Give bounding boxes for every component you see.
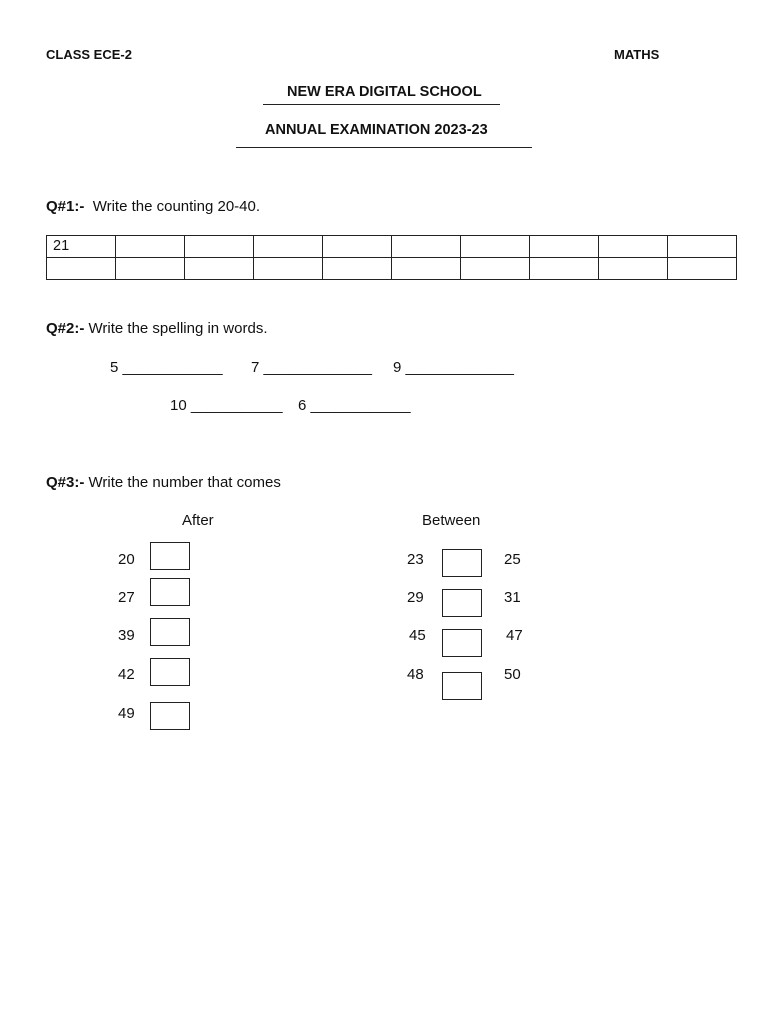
grid-cell[interactable] — [461, 258, 530, 280]
question-1 — [46, 198, 260, 215]
question-2 — [46, 320, 267, 337]
grid-cell[interactable] — [668, 258, 737, 280]
answer-box[interactable] — [150, 618, 190, 646]
between-left-number: 45 — [409, 627, 426, 644]
between-right-number: 47 — [506, 627, 523, 644]
exam-title-underline — [236, 147, 532, 148]
spelling-item — [170, 397, 283, 414]
question-3-label: Q#3:- — [46, 474, 85, 491]
grid-cell[interactable] — [254, 236, 323, 258]
after-number: 49 — [118, 705, 135, 722]
between-right-number: 50 — [504, 666, 521, 683]
question-2-label: Q#2:- — [46, 320, 85, 337]
spelling-number: 10 — [170, 397, 187, 414]
grid-cell[interactable] — [323, 236, 392, 258]
grid-cell[interactable] — [530, 258, 599, 280]
question-1-text: Write the counting 20-40. — [92, 198, 261, 215]
spelling-number: 7 — [251, 359, 260, 376]
grid-cell[interactable] — [392, 258, 461, 280]
grid-cell[interactable] — [47, 258, 116, 280]
answer-box[interactable] — [150, 578, 190, 606]
spelling-number: 5 — [110, 359, 119, 376]
spelling-item — [298, 397, 411, 414]
counting-grid — [46, 235, 737, 280]
answer-box[interactable] — [150, 702, 190, 730]
after-number: 39 — [118, 627, 135, 644]
spelling-item — [251, 359, 372, 376]
spelling-blank[interactable]: _____________ — [263, 359, 372, 376]
exam-title: ANNUAL EXAMINATION 2023-23 — [265, 122, 488, 138]
spelling-number: 9 — [393, 359, 402, 376]
between-left-number: 23 — [407, 551, 424, 568]
school-name: NEW ERA DIGITAL SCHOOL — [287, 84, 482, 100]
grid-cell[interactable] — [116, 236, 185, 258]
after-number: 20 — [118, 551, 135, 568]
question-3 — [46, 474, 281, 491]
grid-cell[interactable] — [599, 236, 668, 258]
between-heading: Between — [422, 512, 481, 529]
answer-box[interactable] — [442, 629, 482, 657]
question-2-text: Write the spelling in words. — [88, 320, 268, 337]
answer-box[interactable] — [442, 589, 482, 617]
between-right-number: 31 — [504, 589, 521, 606]
class-label: CLASS ECE-2 — [46, 47, 132, 62]
grid-cell[interactable] — [185, 258, 254, 280]
grid-cell[interactable] — [461, 236, 530, 258]
between-left-number: 29 — [407, 589, 424, 606]
answer-box[interactable] — [442, 672, 482, 700]
grid-cell[interactable] — [185, 236, 254, 258]
grid-cell[interactable] — [392, 236, 461, 258]
answer-box[interactable] — [150, 658, 190, 686]
after-number: 27 — [118, 589, 135, 606]
grid-cell[interactable] — [254, 258, 323, 280]
grid-cell[interactable] — [323, 258, 392, 280]
after-number: 42 — [118, 666, 135, 683]
spelling-number: 6 — [298, 397, 307, 414]
spelling-blank[interactable]: ____________ — [122, 359, 223, 376]
after-heading: After — [182, 512, 214, 529]
between-right-number: 25 — [504, 551, 521, 568]
grid-cell[interactable] — [116, 258, 185, 280]
subject-label: MATHS — [614, 47, 660, 62]
grid-cell[interactable] — [599, 258, 668, 280]
grid-cell[interactable]: 21 — [47, 236, 116, 258]
answer-box[interactable] — [150, 542, 190, 570]
spelling-item — [393, 359, 514, 376]
spelling-blank[interactable]: ___________ — [190, 397, 283, 414]
table-row — [47, 258, 737, 280]
school-name-underline — [263, 104, 500, 105]
grid-cell[interactable] — [668, 236, 737, 258]
answer-box[interactable] — [442, 549, 482, 577]
grid-cell[interactable] — [530, 236, 599, 258]
question-3-text: Write the number that comes — [88, 474, 281, 491]
question-1-label: Q#1:- — [46, 198, 85, 215]
table-row — [47, 236, 737, 258]
spelling-blank[interactable]: _____________ — [405, 359, 514, 376]
between-left-number: 48 — [407, 666, 424, 683]
spelling-item — [110, 359, 223, 376]
spelling-blank[interactable]: ____________ — [310, 397, 411, 414]
